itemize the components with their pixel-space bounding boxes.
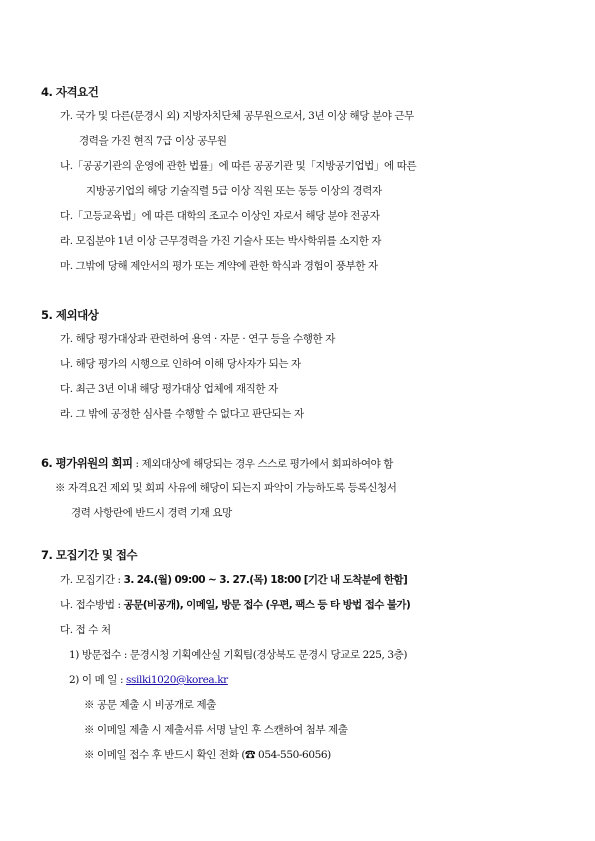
method-label: 나. 접수방법 : [60, 599, 124, 611]
submission-note: ※ 이메일 제출 시 제출서류 서명 날인 후 스캔하여 첨부 제출 [84, 724, 348, 736]
submission-note: ※ 공문 제출 시 비공개로 제출 [84, 699, 216, 711]
period-label: 가. 모집기간 : [60, 574, 124, 586]
recusal-line [41, 455, 393, 471]
list-item-continuation: 지방공기업의 해당 기술직렬 5급 이상 직원 또는 동등 이상의 경력자 [86, 185, 382, 197]
list-item: 나.「공공기관의 운영에 관한 법률」에 따른 공공기관 및「지방공기업법」에 따른 [60, 160, 417, 172]
period-value: 3. 24.(월) 09:00 ~ 3. 27.(목) 18:00 [기간 내 도착분에 한함] [123, 574, 408, 586]
email-submission [69, 672, 228, 687]
recusal-note: ※ 자격요건 제외 및 회피 사유에 해당이 되는지 파악이 가능하도록 등록신청서 [55, 482, 397, 494]
list-item: 다.「고등교육법」에 따른 대학의 조교수 이상인 자로서 해당 분야 전공자 [60, 210, 380, 222]
visit-label: 1) 방문접수 : [69, 649, 130, 661]
email-link[interactable]: ssilki1020@korea.kr [126, 674, 228, 686]
section-title-recusal: 6. 평가위원의 회피 [41, 456, 133, 470]
recruitment-place: 다. 접 수 처 [60, 624, 111, 636]
section-title-recruitment: 7. 모집기간 및 접수 [41, 548, 138, 562]
recusal-note-continuation: 경력 사항란에 반드시 경력 기재 요망 [71, 507, 232, 519]
list-item: 마. 그밖에 당해 제안서의 평가 또는 계약에 관한 학식과 경험이 풍부한 자 [60, 260, 378, 272]
visit-address: 문경시청 기획예산실 기획팀(경상북도 문경시 당교로 225, 3층) [129, 649, 408, 661]
list-item: 라. 모집분야 1년 이상 근무경력을 가진 기술사 또는 박사학위를 소지한 자 [60, 235, 382, 247]
section-title-exclusions: 5. 제외대상 [41, 308, 99, 322]
list-item: 다. 최근 3년 이내 해당 평가대상 업체에 재직한 자 [60, 383, 278, 395]
section-title-qualifications: 4. 자격요건 [41, 85, 99, 99]
list-item: 라. 그 밖에 공정한 심사를 수행할 수 없다고 판단되는 자 [60, 408, 304, 420]
recruitment-period [60, 572, 407, 587]
method-value: 공문(비공개), 이메일, 방문 접수 (우편, 팩스 등 타 방법 접수 불가) [123, 599, 411, 611]
list-item: 가. 해당 평가대상과 관련하여 용역 · 자문 · 연구 등을 수행한 자 [60, 333, 335, 345]
list-item: 나. 해당 평가의 시행으로 인하여 이해 당사자가 되는 자 [60, 358, 301, 370]
list-item-continuation: 경력을 가진 현직 7급 이상 공무원 [79, 135, 227, 147]
recruitment-method [60, 597, 410, 612]
visit-submission [69, 647, 407, 662]
list-item: 가. 국가 및 다른(문경시 외) 지방자치단체 공무원으로서, 3년 이상 해당 분야 근무 [60, 110, 414, 122]
email-label: 2) 이 메 일 : [69, 674, 127, 686]
submission-note: ※ 이메일 접수 후 반드시 확인 전화 (☎ 054-550-6056) [84, 749, 331, 761]
recusal-text: : 제외대상에 해당되는 경우 스스로 평가에서 회피하여야 함 [135, 458, 394, 470]
